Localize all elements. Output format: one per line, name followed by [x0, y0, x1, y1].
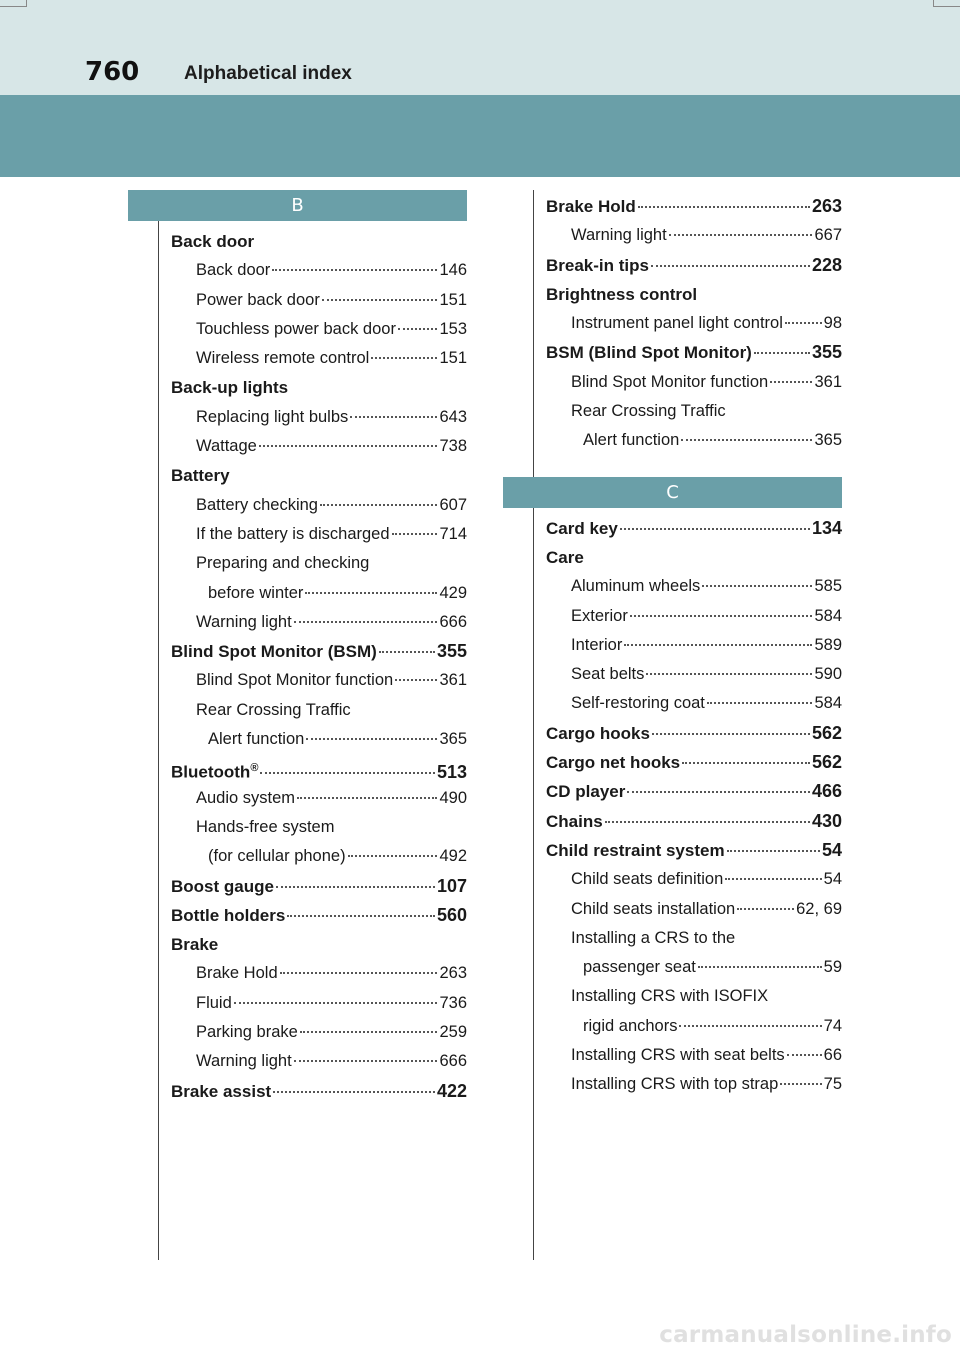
entry-label: Brightness control [546, 284, 698, 304]
entry-page-number: 365 [439, 730, 467, 749]
entry-label: Fluid [196, 993, 232, 1012]
entry-page-number: 228 [811, 254, 842, 275]
index-subentry [546, 309, 842, 338]
index-subentry [546, 572, 842, 601]
entry-label: Audio system [196, 788, 296, 807]
entry-label: Replacing light bulbs [196, 407, 349, 426]
entry-page-number: 589 [814, 635, 842, 654]
dot-leader [702, 585, 812, 587]
index-subentry [546, 953, 842, 982]
index-subentry [171, 666, 467, 695]
dot-leader [322, 299, 438, 301]
index-entry [171, 754, 467, 783]
index-entry [546, 338, 842, 367]
entry-page-number: 361 [814, 372, 842, 391]
entry-page-number: 666 [439, 612, 467, 631]
entry-page-number: 259 [439, 1023, 467, 1042]
index-subentry [171, 344, 467, 373]
entry-label: rigid anchors [583, 1016, 678, 1035]
dot-leader [306, 738, 437, 740]
index-subentry [546, 895, 842, 924]
entry-label: Seat belts [571, 665, 645, 684]
dot-leader [669, 234, 813, 236]
dot-leader [320, 504, 437, 506]
header-strip [0, 95, 960, 177]
index-subentry [546, 368, 842, 397]
entry-label: BSM (Blind Spot Monitor) [546, 343, 752, 363]
index-subentry [546, 221, 842, 250]
index-entry [546, 251, 842, 280]
entry-page-number: 365 [814, 431, 842, 450]
entry-label: Hands-free system [196, 817, 335, 836]
entry-page-number: 590 [814, 665, 842, 684]
entry-label: Blind Spot Monitor function [196, 671, 394, 690]
entry-page-number: 667 [814, 226, 842, 245]
entry-page-number: 355 [811, 342, 842, 363]
dot-leader [737, 908, 794, 910]
index-subentry [546, 602, 842, 631]
dot-leader [630, 615, 813, 617]
entry-label: Interior [571, 635, 623, 654]
dot-leader [280, 972, 438, 974]
entry-label: Installing CRS with ISOFIX [571, 987, 769, 1006]
index-list-b-continued [534, 192, 842, 456]
dot-leader [297, 797, 437, 799]
entry-label: Battery checking [196, 495, 318, 514]
dot-leader [398, 328, 438, 330]
dot-leader [379, 651, 435, 653]
entry-label: Brake Hold [546, 197, 636, 216]
watermark: carmanualsonline.info [659, 1322, 952, 1348]
page-number: 760 [85, 57, 140, 87]
index-subentry [546, 397, 842, 426]
dot-leader [681, 439, 812, 441]
entry-page-number: 54 [823, 870, 842, 889]
index-subentry [171, 696, 467, 725]
index-entry [171, 1077, 467, 1106]
entry-label: Alert function [583, 431, 680, 450]
index-entry [546, 807, 842, 836]
index-subentry [171, 256, 467, 285]
entry-page-number: 66 [823, 1046, 842, 1065]
index-subentry [546, 982, 842, 1011]
entry-label: Break-in tips [546, 255, 649, 275]
index-entry [546, 836, 842, 865]
entry-label: Warning light [571, 226, 667, 245]
entry-page-number: 490 [439, 788, 467, 807]
entry-label: Exterior [571, 606, 628, 625]
entry-label: Brake [171, 935, 219, 955]
index-entry [171, 930, 467, 959]
entry-label: Back door [171, 232, 255, 251]
entry-page-number: 151 [439, 349, 467, 368]
entry-page-number: 585 [814, 577, 842, 596]
entry-label: Child seats definition [571, 870, 724, 889]
dot-leader [605, 821, 810, 823]
entry-page-number: 736 [439, 993, 467, 1012]
entry-label: Instrument panel light control [571, 314, 783, 333]
entry-label: Battery [171, 466, 230, 486]
dot-leader [727, 850, 820, 852]
entry-page-number: 466 [811, 781, 842, 802]
dot-leader [273, 1091, 435, 1093]
index-entry [171, 227, 467, 256]
index-subentry [171, 608, 467, 637]
entry-label: Card key [546, 518, 618, 538]
index-entry [546, 514, 842, 543]
index-entry [171, 461, 467, 490]
entry-label: Alert function [208, 730, 305, 749]
entry-label: Boost gauge [171, 876, 274, 896]
entry-label: Back door [196, 261, 271, 280]
dot-leader [294, 1060, 438, 1062]
entry-label: Brake Hold [196, 964, 278, 983]
dot-leader [294, 621, 438, 623]
dot-leader [787, 1054, 822, 1056]
index-subentry [171, 813, 467, 842]
dot-leader [646, 673, 812, 675]
entry-label: Preparing and checking [196, 554, 370, 573]
index-entry [546, 543, 842, 572]
entry-page-number: 584 [814, 694, 842, 713]
index-subentry [171, 432, 467, 461]
dot-leader [707, 702, 813, 704]
dot-leader [272, 269, 437, 271]
entry-label: before winter [208, 583, 304, 602]
crop-mark-right [933, 0, 960, 7]
dot-leader [305, 592, 437, 594]
header-band [0, 0, 960, 95]
index-subentry [171, 286, 467, 315]
dot-leader [620, 528, 810, 530]
entry-label: If the battery is discharged [196, 524, 390, 543]
section-header-b: B [128, 190, 467, 221]
entry-label: Wattage [196, 437, 257, 456]
index-subentry [171, 784, 467, 813]
entry-page-number: 75 [823, 1075, 842, 1094]
index-subentry [546, 689, 842, 718]
entry-page-number: 134 [811, 517, 842, 538]
entry-label: Rear Crossing Traffic [571, 402, 726, 421]
entry-page-number: 607 [439, 495, 467, 514]
entry-label: passenger seat [583, 958, 696, 977]
dot-leader [287, 915, 435, 917]
entry-label: Child seats installation [571, 899, 736, 918]
entry-page-number: 422 [436, 1080, 467, 1101]
dot-leader [725, 878, 821, 880]
entry-label: Child restraint system [546, 840, 725, 860]
dot-leader [348, 855, 438, 857]
index-entry [546, 777, 842, 806]
entry-page-number: 738 [439, 437, 467, 456]
dot-leader [392, 533, 438, 535]
index-entry [171, 872, 467, 901]
entry-label: Self-restoring coat [571, 694, 705, 713]
entry-page-number: 263 [811, 196, 842, 216]
entry-label: Brake assist [171, 1081, 272, 1101]
page-title: Alphabetical index [184, 63, 352, 84]
dot-leader [770, 381, 812, 383]
entry-page-number: 562 [811, 752, 842, 773]
entry-page-number: 146 [439, 261, 467, 280]
index-column-left [158, 190, 467, 1260]
dot-leader [785, 322, 822, 324]
dot-leader [638, 206, 810, 208]
entry-label: Care [546, 547, 584, 567]
index-subentry [546, 865, 842, 894]
index-subentry [171, 1018, 467, 1047]
index-subentry [171, 959, 467, 988]
registered-mark: ® [250, 762, 259, 775]
crop-mark-left [0, 0, 27, 7]
dot-leader [679, 1025, 821, 1027]
entry-page-number: 584 [814, 606, 842, 625]
index-subentry [171, 842, 467, 871]
entry-label: Installing CRS with seat belts [571, 1046, 785, 1065]
entry-label: Bluetooth® [171, 762, 259, 782]
index-subentry [171, 520, 467, 549]
entry-page-number: 560 [436, 904, 467, 925]
entry-label: Installing CRS with top strap [571, 1075, 779, 1094]
entry-page-number: 355 [436, 641, 467, 662]
dot-leader [754, 352, 810, 354]
dot-leader [698, 966, 822, 968]
entry-label: Aluminum wheels [571, 577, 701, 596]
entry-label: Chains [546, 811, 603, 831]
dot-leader [682, 762, 810, 764]
entry-label: Touchless power back door [196, 319, 396, 338]
index-subentry [546, 924, 842, 953]
index-subentry [171, 549, 467, 578]
entry-page-number: 59 [823, 958, 842, 977]
entry-page-number: 643 [439, 407, 467, 426]
entry-label: Rear Crossing Traffic [196, 700, 351, 719]
entry-page-number: 666 [439, 1052, 467, 1071]
entry-label: Wireless remote control [196, 349, 370, 368]
entry-page-number: 107 [436, 875, 467, 896]
index-subentry [171, 579, 467, 608]
entry-page-number: 98 [823, 314, 842, 333]
dot-leader [259, 445, 438, 447]
entry-page-number: 714 [439, 524, 467, 543]
dot-leader [276, 886, 435, 888]
entry-label: Blind Spot Monitor function [571, 372, 769, 391]
entry-page-number: 74 [823, 1016, 842, 1035]
entry-page-number: 54 [821, 839, 842, 860]
index-subentry [546, 426, 842, 455]
index-list-b [159, 227, 467, 1106]
entry-label: Back-up lights [171, 378, 289, 398]
entry-page-number: 151 [439, 290, 467, 309]
index-list-c [534, 514, 842, 1100]
entry-label: Blind Spot Monitor (BSM) [171, 642, 377, 662]
dot-leader [395, 679, 437, 681]
entry-label: Power back door [196, 290, 320, 309]
index-entry [171, 901, 467, 930]
entry-label: Bottle holders [171, 905, 286, 925]
index-entry [171, 637, 467, 666]
index-column-right [533, 190, 842, 1260]
entry-page-number: 492 [439, 847, 467, 866]
index-subentry [171, 403, 467, 432]
index-subentry [171, 1047, 467, 1076]
index-subentry [546, 631, 842, 660]
entry-page-number: 513 [436, 762, 467, 782]
dot-leader [260, 772, 435, 774]
entry-label: Cargo hooks [546, 723, 650, 743]
entry-label: Cargo net hooks [546, 753, 681, 773]
entry-page-number: 361 [439, 671, 467, 690]
entry-page-number: 430 [811, 810, 842, 831]
dot-leader [300, 1031, 438, 1033]
index-subentry [171, 725, 467, 754]
index-entry [546, 192, 842, 221]
index-subentry [171, 315, 467, 344]
dot-leader [350, 416, 437, 418]
dot-leader [234, 1002, 438, 1004]
entry-label: Warning light [196, 612, 292, 631]
index-entry [546, 719, 842, 748]
dot-leader [627, 791, 810, 793]
entry-page-number: 429 [439, 583, 467, 602]
section-header-c: C [503, 477, 842, 508]
index-subentry [546, 1041, 842, 1070]
index-subentry [171, 491, 467, 520]
dot-leader [371, 357, 437, 359]
entry-page-number: 62, 69 [796, 899, 842, 918]
index-entry [546, 748, 842, 777]
entry-label: Parking brake [196, 1023, 298, 1042]
index-entry [546, 280, 842, 309]
dot-leader [780, 1083, 821, 1085]
entry-label: CD player [546, 782, 626, 802]
entry-label: (for cellular phone) [208, 847, 346, 866]
dot-leader [624, 644, 812, 646]
index-subentry [546, 660, 842, 689]
dot-leader [652, 733, 810, 735]
index-entry [171, 373, 467, 402]
entry-page-number: 263 [439, 964, 467, 983]
entry-label: Installing a CRS to the [571, 928, 736, 947]
index-subentry [546, 1070, 842, 1099]
index-subentry [171, 989, 467, 1018]
dot-leader [651, 265, 810, 267]
index-subentry [546, 1012, 842, 1041]
entry-page-number: 153 [439, 319, 467, 338]
entry-page-number: 562 [811, 722, 842, 743]
entry-label: Warning light [196, 1052, 292, 1071]
